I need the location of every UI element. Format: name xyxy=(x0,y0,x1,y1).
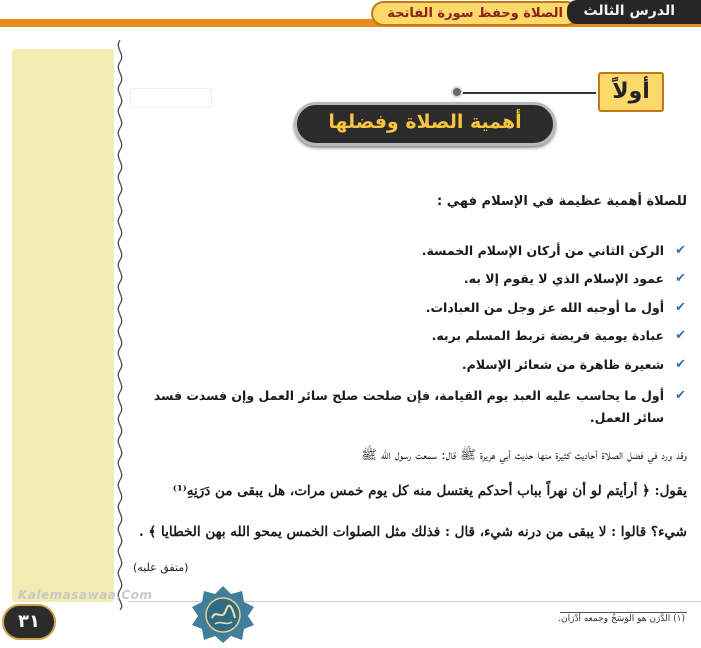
list-item-text: الركن الثاني من أركان الإسلام الخمسة. xyxy=(421,243,664,258)
check-icon: ✔ xyxy=(675,328,686,343)
intro-text: للصلاة أهمية عظيمة في الإسلام فهي : xyxy=(437,194,687,209)
list-item-text: شعيرة ظاهرة من شعائر الإسلام. xyxy=(461,357,664,372)
badge-connector-line xyxy=(456,92,596,94)
footnote: (١) الدَّرَن هو الوَسَخُ وجمعه أدْرَان. xyxy=(558,614,685,624)
list-item-text: أول ما أوجبه الله عز وجل من العبادات. xyxy=(425,300,664,315)
list-item xyxy=(136,293,686,322)
faint-bleed-box xyxy=(130,88,212,108)
site-watermark: Kalemasawaa.Com xyxy=(18,588,153,602)
list-item xyxy=(136,265,686,293)
check-icon: ✔ xyxy=(675,243,686,258)
hadith-line-2: شيء؟ قالوا : لا يبقى من درنه شيء، قال : فذلك مثل الصلوات الخمس يمحو الله بهن الخطايا ﴾ . xyxy=(139,524,687,540)
importance-list xyxy=(136,236,686,429)
list-item-text: عمود الإسلام الذي لا يقوم إلا به. xyxy=(463,271,664,286)
check-icon: ✔ xyxy=(675,300,686,315)
lesson-tab xyxy=(567,0,701,24)
page-number: ٣١ xyxy=(18,611,40,632)
section-number-badge xyxy=(598,72,664,112)
hadith-intro: وقد ورد في فضل الصلاة أحاديث كثيرة منها حديث أبي هريرة ﷺ قال: سمعت رسول الله ﷺ xyxy=(361,448,687,463)
list-item-continuation: سائر العمل. xyxy=(589,410,664,425)
list-item-text: عبادة يومية فريضة تربط المسلم بربه. xyxy=(431,328,664,343)
section-number-label: أولاً xyxy=(612,79,650,104)
list-item xyxy=(136,379,686,429)
badge-connector-dot xyxy=(451,86,463,98)
list-item xyxy=(136,350,686,379)
lesson-title-pill xyxy=(371,1,579,26)
spiral-binding-icon xyxy=(113,40,127,610)
logo-seal-icon xyxy=(188,584,258,644)
section-title-pill xyxy=(294,102,556,146)
check-icon: ✔ xyxy=(675,388,686,403)
hadith-source: (متفق عليه) xyxy=(133,561,189,574)
side-notes-panel xyxy=(12,49,114,602)
check-icon: ✔ xyxy=(675,357,686,372)
list-item-text: أول ما يحاسب عليه العبد يوم القيامة، فإن صلحت صلح سائر العمل وإن فسدت فسد xyxy=(153,388,664,403)
lesson-title: الصلاة وحفظ سورة الفاتحة xyxy=(387,6,563,21)
footnote-rule xyxy=(560,612,687,613)
hadith-line-1: يقول: ﴿ أرأيتم لو أن نهراً بباب أحدكم يغتسل منه كل يوم خمس مرات، هل يبقى من دَرَنِهِ⁽¹⁾ xyxy=(172,483,687,499)
lesson-tab-label: الدرس الثالث xyxy=(583,3,675,19)
check-icon: ✔ xyxy=(675,271,686,286)
list-item xyxy=(136,322,686,350)
page-number-badge xyxy=(2,604,56,640)
section-title: أهمية الصلاة وفضلها xyxy=(328,111,522,133)
list-item xyxy=(136,236,686,265)
